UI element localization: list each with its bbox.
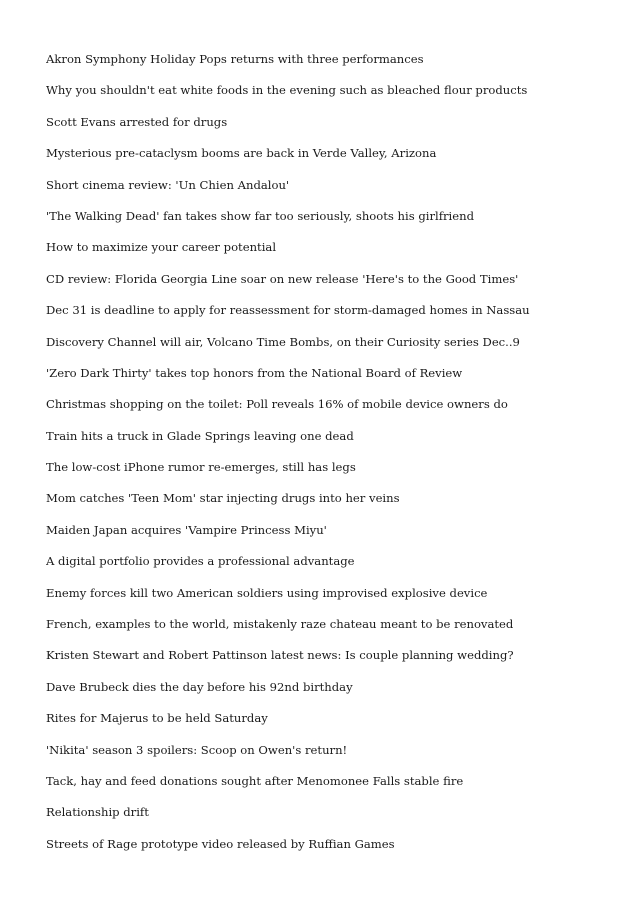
- headline-item: Why you shouldn't eat white foods in the evening such as bleached flour products: [46, 83, 528, 98]
- headline-item: CD review: Florida Georgia Line soar on new release 'Here's to the Good Times': [46, 271, 519, 286]
- headline-item: 'Zero Dark Thirty' takes top honors from the National Board of Review: [46, 365, 463, 380]
- headline-item: Enemy forces kill two American soldiers using improvised explosive device: [46, 585, 488, 600]
- headline-item: French, examples to the world, mistakenly raze chateau meant to be renovated: [46, 617, 514, 632]
- headline-item: Dec 31 is deadline to apply for reassessment for storm-damaged homes in Nassau: [46, 303, 530, 318]
- headline-item: Streets of Rage prototype video released by Ruffian Games: [46, 836, 395, 851]
- headline-list: [46, 50, 616, 866]
- headline-item: 'The Walking Dead' fan takes show far too seriously, shoots his girlfriend: [46, 208, 475, 223]
- headline-item: Christmas shopping on the toilet: Poll reveals 16% of mobile device owners do: [46, 397, 508, 412]
- headline-item: Tack, hay and feed donations sought after Menomonee Falls stable fire: [46, 773, 464, 788]
- headline-item: Discovery Channel will air, Volcano Time Bombs, on their Curiosity series Dec..9: [46, 334, 520, 349]
- headline-item: Mom catches 'Teen Mom' star injecting drugs into her veins: [46, 491, 400, 506]
- headline-item: A digital portfolio provides a professional advantage: [46, 554, 355, 569]
- headline-item: Akron Symphony Holiday Pops returns with three performances: [46, 52, 424, 66]
- headline-item: Rites for Majerus to be held Saturday: [46, 711, 268, 726]
- headline-item: Scott Evans arrested for drugs: [46, 114, 228, 129]
- headline-item: How to maximize your career potential: [46, 240, 277, 255]
- headline-item: Dave Brubeck dies the day before his 92nd birthday: [46, 679, 353, 694]
- headline-item: Kristen Stewart and Robert Pattinson latest news: Is couple planning wedding?: [46, 648, 514, 663]
- headline-item: Short cinema review: 'Un Chien Andalou': [46, 177, 290, 192]
- headline-item: Relationship drift: [46, 805, 149, 820]
- headline-item: Maiden Japan acquires 'Vampire Princess Miyu': [46, 522, 327, 537]
- headline-item: Train hits a truck in Glade Springs leaving one dead: [46, 428, 354, 443]
- headline-item: The low-cost iPhone rumor re-emerges, still has legs: [46, 460, 356, 475]
- headline-item: Mysterious pre-cataclysm booms are back in Verde Valley, Arizona: [46, 146, 437, 161]
- headline-item: 'Nikita' season 3 spoilers: Scoop on Owen's return!: [46, 742, 348, 757]
